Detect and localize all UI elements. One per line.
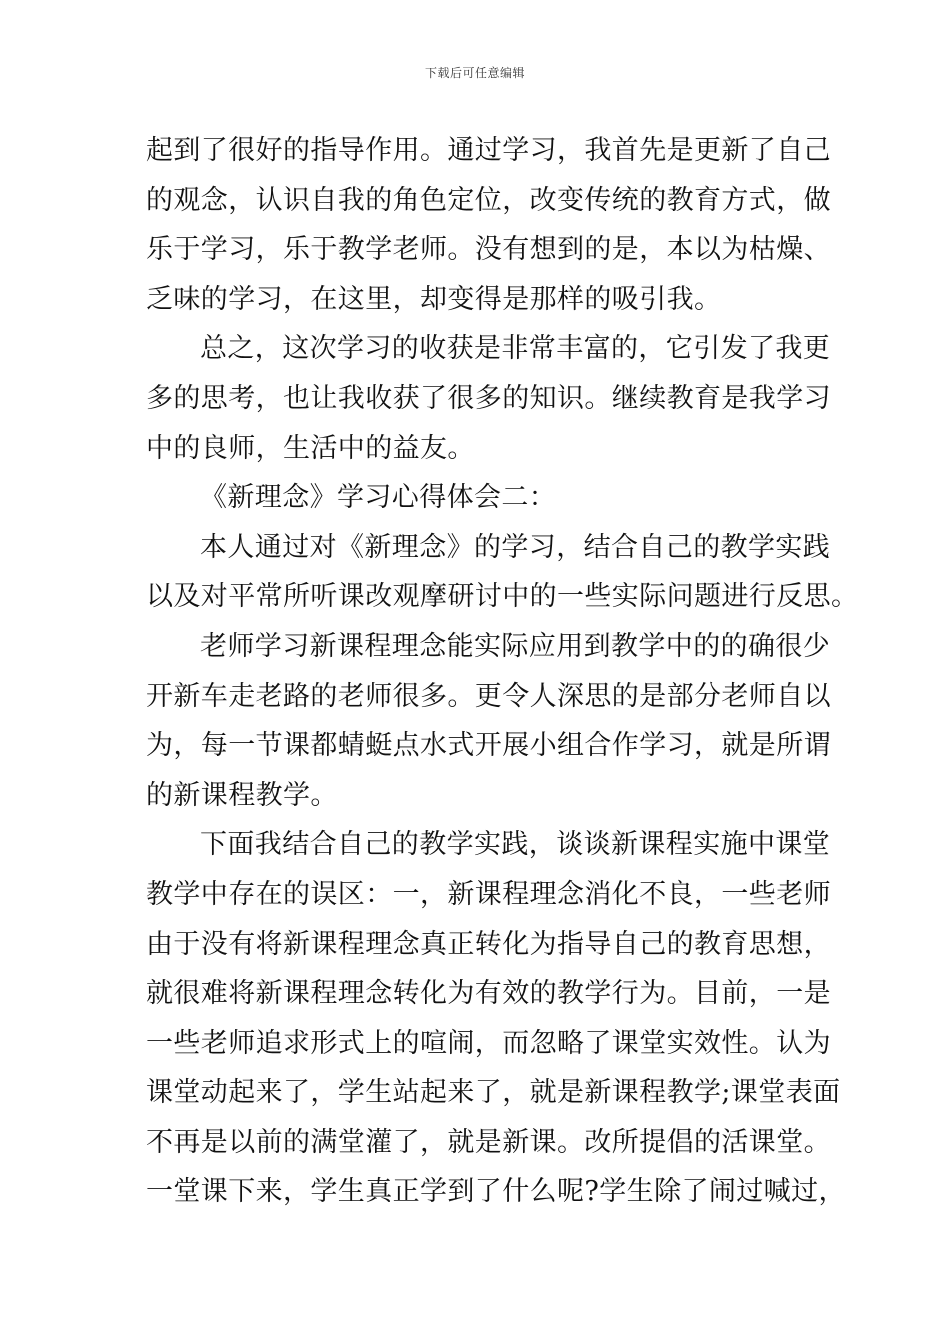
text-line: 起到了很好的指导作用。通过学习，我首先是更新了自己: [146, 135, 831, 166]
text-line: 总之，这次学习的收获是非常丰富的，它引发了我更: [200, 333, 831, 365]
document-body: [146, 126, 859, 1217]
text-line: 的观念，认识自我的角色定位，改变传统的教育方式，做: [146, 184, 831, 216]
text-line: 教学中存在的误区：一，新课程理念消化不良，一些老师: [146, 878, 831, 910]
text-line: 乏味的学习，在这里，却变得是那样的吸引我。: [146, 283, 722, 315]
text-line: 一些老师追求形式上的喧闹，而忽略了课堂实效性。认为: [146, 1027, 831, 1059]
text-line: 本人通过对《新理念》的学习，结合自己的教学实践: [200, 531, 831, 563]
text-line: 为，每一节课都蜻蜓点水式开展小组合作学习，就是所谓: [146, 730, 831, 762]
text-line: 老师学习新课程理念能实际应用到教学中的的确很少: [200, 630, 831, 662]
page-header-note: 下载后可任意编辑: [424, 66, 525, 80]
text-line: 以及对平常所听课改观摩研讨中的一些实际问题进行反思。: [146, 581, 859, 613]
text-line: 不再是以前的满堂灌了，就是新课。改所提倡的活课堂。: [146, 1126, 831, 1158]
text-line: 下面我结合自己的教学实践，谈谈新课程实施中课堂: [200, 829, 831, 861]
text-line: 课堂动起来了，学生站起来了，就是新课程教学;课堂表面: [146, 1077, 841, 1109]
text-line: 中的良师，生活中的益友。: [146, 432, 475, 464]
text-line: 由于没有将新课程理念真正转化为指导自己的教育思想，: [146, 928, 831, 960]
text-line: 多的思考，也让我收获了很多的知识。继续教育是我学习: [146, 382, 831, 414]
section-heading: 《新理念》学习心得体会二：: [200, 482, 557, 514]
text-line: 乐于学习，乐于教学老师。没有想到的是，本以为枯燥、: [146, 234, 831, 266]
text-line: 就很难将新课程理念转化为有效的教学行为。目前，一是: [146, 978, 831, 1010]
text-line: 开新车走老路的老师很多。更令人深思的是部分老师自以: [146, 680, 831, 712]
text-line: 一堂课下来，学生真正学到了什么呢?学生除了闹过喊过，: [146, 1176, 846, 1208]
text-line: 的新课程教学。: [146, 779, 338, 811]
